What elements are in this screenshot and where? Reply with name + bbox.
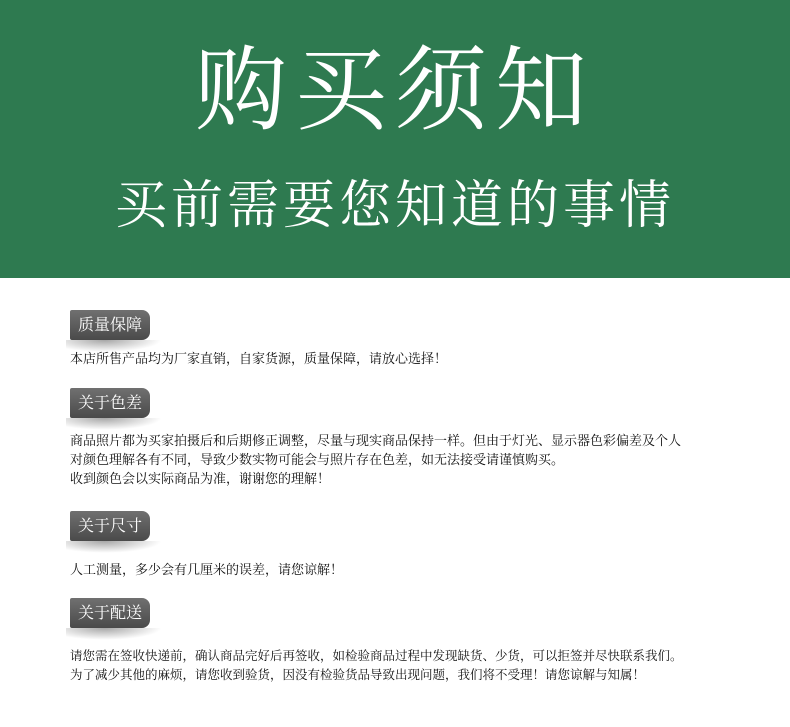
- section-tag-delivery: 关于配送: [70, 598, 150, 628]
- section-line: 请您需在签收快递前，确认商品完好后再签收，如检验商品过程中发现缺货、少货，可以拒签并尽快联系我们。: [70, 648, 683, 663]
- section-line: 收到颜色会以实际商品为准，谢谢您的理解！: [70, 472, 331, 487]
- section-body-color: [70, 432, 770, 489]
- section-body-delivery: [70, 646, 770, 684]
- section-tag-size: 关于尺寸: [70, 511, 150, 541]
- page-title: 购买须知: [194, 37, 595, 144]
- section-line: 人工测量，多少会有几厘米的误差，请您谅解！: [70, 563, 344, 578]
- section-body-quality: [70, 350, 770, 369]
- section-line: 对颜色理解各有不同，导致少数实物可能会与照片存在色差，如无法接受请谨慎购买。: [70, 453, 565, 468]
- section-body-size: [70, 561, 770, 580]
- section-tag-color: 关于色差: [70, 388, 150, 418]
- tag-shadow: [66, 541, 162, 553]
- tag-shadow: [66, 628, 162, 640]
- tag-shadow: [66, 418, 162, 430]
- header-banner: [0, 0, 790, 278]
- section-tag-quality: 质量保障: [70, 310, 150, 340]
- page-subtitle: 买前需要您知道的事情: [114, 176, 675, 236]
- section-line: 本店所售产品均为厂家直销，自家货源，质量保障，请放心选择！: [70, 352, 448, 367]
- section-line: 商品照片都为买家拍摄后和后期修正调整，尽量与现实商品保持一样。但由于灯光、显示器色彩偏差及个人: [70, 434, 682, 449]
- section-line: 为了减少其他的麻烦，请您收到验货，因没有检验货品导致出现问题，我们将不受理！请您谅解与知属！: [70, 667, 646, 682]
